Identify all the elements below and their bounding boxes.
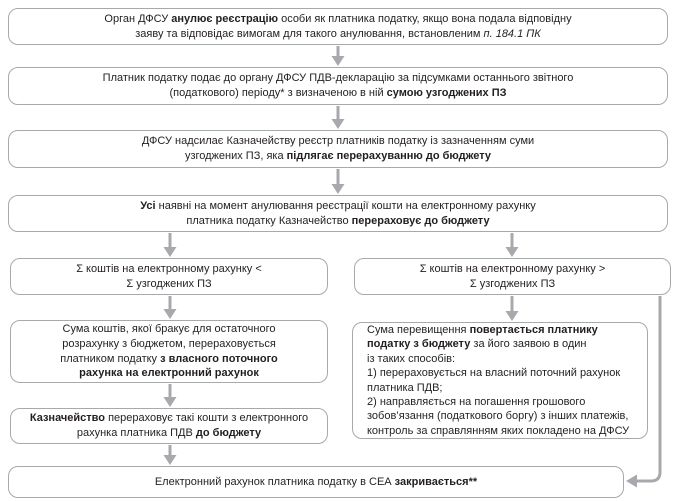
step-text-line: 2) направляється на погашення грошового	[367, 395, 586, 408]
step-registry-to-treasury	[8, 130, 668, 168]
condition-funds-greater-than-liabilities	[354, 258, 671, 295]
step-text-line: податку з бюджету за його заявою в один	[367, 338, 587, 351]
step-excess-refund	[352, 322, 648, 439]
step-text-line: Сума перевищення повертається платнику	[367, 323, 598, 336]
arrow-down-icon	[164, 233, 177, 257]
step-text-line: Казначейство перераховує такі кошти з електронного	[29, 412, 309, 425]
step-vat-declaration	[8, 67, 668, 105]
arrow-down-icon	[164, 445, 177, 465]
arrow-down-icon	[332, 46, 345, 66]
arrow-down-icon	[332, 106, 345, 129]
arrow-down-icon	[164, 384, 177, 407]
step-text-line: Платник податку подає до органу ДФСУ ПДВ-декларацію за підсумками останнього звітного	[102, 72, 574, 85]
step-all-funds-to-budget	[8, 195, 668, 232]
step-account-closed	[8, 466, 624, 498]
step-text-line: рахунка на електронний рахунок	[79, 367, 259, 380]
arrow-down-icon	[506, 296, 519, 321]
step-text-line: із таких способів:	[367, 352, 456, 365]
condition-text-line: Σ узгоджених ПЗ	[469, 277, 556, 290]
arrow-down-icon	[332, 169, 345, 194]
condition-text-line: Σ коштів на електронному рахунку >	[419, 262, 606, 275]
step-text-line: Електронний рахунок платника податку в СЕА закривається**	[154, 475, 478, 488]
step-annul-registration	[8, 8, 668, 45]
condition-funds-less-than-liabilities	[10, 258, 328, 295]
condition-text-line: Σ коштів на електронному рахунку <	[76, 262, 262, 275]
step-text-line: Усі наявні на момент анулювання реєстрації кошти на електронному рахунку	[140, 199, 536, 212]
arrow-down-icon	[506, 233, 519, 257]
step-text-line: контроль за справлянням яких покладено на ДФСУ	[367, 424, 630, 437]
step-text-line: платника податку Казначейство перераховує до бюджету	[186, 214, 490, 227]
step-text-line: (податкового) періоду* з визначеною в ній сумою узгоджених ПЗ	[169, 87, 507, 99]
step-text-line: платником податку з власного поточного	[60, 352, 278, 365]
step-text-line: Сума коштів, якої бракує для остаточного	[62, 323, 276, 336]
step-text-line: платника ПДВ;	[367, 381, 443, 394]
step-text-line: Орган ДФСУ анулює реєстрацію особи як платника податку, якщо вона подала відповідну	[104, 12, 572, 25]
condition-text-line: Σ узгоджених ПЗ	[126, 277, 212, 290]
step-text-line: заяву та відповідає вимогам для такого анулювання, встановленим п. 184.1 ПК	[135, 27, 541, 40]
step-text-line: рахунка платника ПДВ до бюджету	[76, 427, 262, 439]
step-shortfall-transfer	[10, 320, 328, 383]
step-text-line: розрахунку з бюджетом, перераховується	[62, 337, 276, 350]
step-text-line: 1) перераховується на власний поточний рахунок	[367, 367, 621, 380]
step-text-line: ДФСУ надсилає Казначейству реєстр платників податку із зазначенням суми	[141, 135, 535, 148]
step-text-line: узгоджених ПЗ, яка підлягає перерахуванню до бюджету	[184, 150, 492, 162]
step-text-line: зобов’язання (податкового боргу) з інших платежів,	[367, 410, 629, 423]
arrow-down-icon	[164, 296, 177, 319]
step-treasury-transfers-to-budget	[10, 408, 328, 444]
